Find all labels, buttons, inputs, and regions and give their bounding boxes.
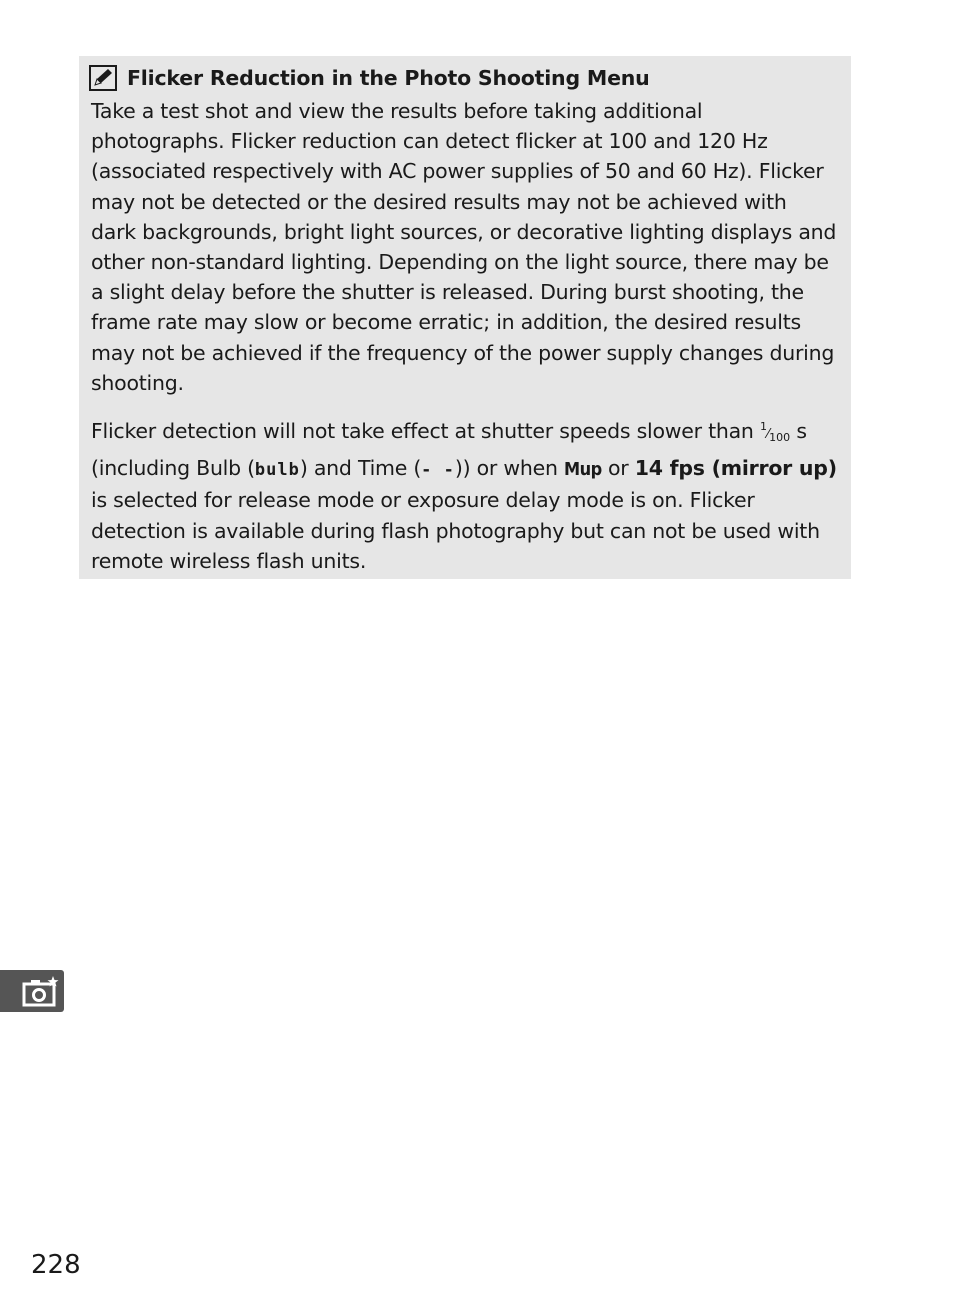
fraction — [759, 420, 791, 445]
p2-text-5: or — [601, 456, 635, 481]
fraction-separator: ⁄ — [766, 427, 770, 443]
note-paragraph-2 — [91, 412, 837, 576]
section-tab — [0, 970, 64, 1012]
note-title-text: Flicker Reduction in the Photo Shooting Menu — [127, 66, 650, 90]
fraction-numerator: 1 — [759, 420, 767, 434]
fraction-denominator: 100 — [769, 431, 791, 445]
p2-text-3: ) and Time ( — [299, 456, 422, 481]
p2-text-4: )) or when — [454, 456, 564, 481]
p2-text-1: Flicker detection will not take effect at shutter speeds slower than — [91, 419, 760, 444]
pencil-icon — [89, 65, 117, 91]
note-title — [89, 62, 837, 94]
time-symbol: - - — [421, 460, 455, 481]
option-14fps-mirror-up: 14 fps (mirror up) — [634, 456, 837, 481]
note-paragraph-1: Take a test shot and view the results before taking additional photographs. Flicker reduction can detect flicker at 100 and 120 Hz (associated respectively with AC power supplies of 50 and 60 Hz). Flicker may not be detected or the desired results may not be achieved with dark backgrounds, bright light sources, or decorative lighting displays and other non-standard lighting. Depending on the light source, there may be a slight delay before the shutter is released. During burst shooting, the frame rate may slow or become erratic; in addition, the desired results may not be achieved if the frequency of the power supply changes during shooting. — [91, 99, 837, 395]
p2-text-2: s (including Bulb ( — [91, 419, 807, 481]
camera-star-icon — [22, 975, 60, 1007]
bulb-symbol: bulb — [254, 460, 300, 481]
p2-text-6: is selected for release mode or exposure delay mode is on. Flicker detection is available during flash photography but can not be used with remote wireless flash units. — [91, 488, 820, 573]
note-box — [79, 56, 851, 579]
page-number: 228 — [31, 1250, 81, 1280]
mup-symbol: Mup — [564, 459, 602, 481]
